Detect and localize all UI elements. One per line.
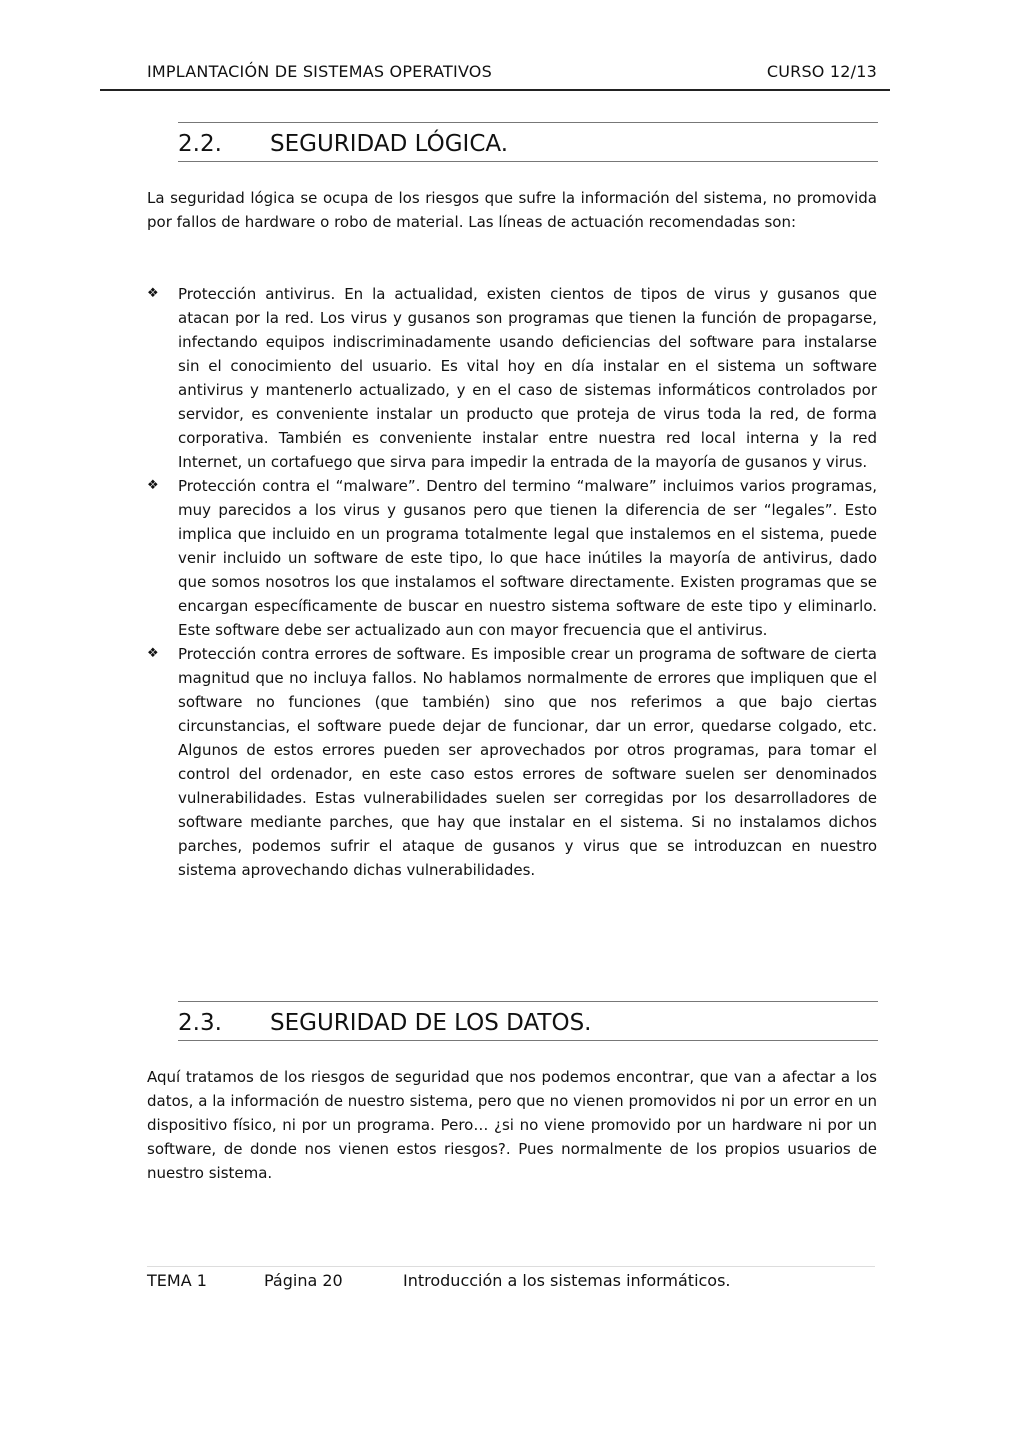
page-footer bbox=[147, 1270, 731, 1292]
footer-chapter-title: Introducción a los sistemas informáticos. bbox=[403, 1271, 731, 1290]
section-heading-2-2 bbox=[178, 122, 878, 162]
recommendation-list bbox=[147, 282, 877, 882]
footer-page-number: Página 20 bbox=[264, 1271, 343, 1290]
list-item bbox=[147, 642, 877, 882]
section-number: 2.3. bbox=[178, 1010, 222, 1036]
section-number: 2.2. bbox=[178, 131, 222, 157]
header-course-year: CURSO 12/13 bbox=[766, 62, 877, 81]
section-heading-2-3 bbox=[178, 1001, 878, 1041]
header-rule bbox=[100, 89, 890, 91]
footer-topic: TEMA 1 bbox=[147, 1271, 207, 1290]
diamond-bullet-icon: ❖ bbox=[147, 646, 159, 661]
page-header bbox=[147, 62, 877, 81]
list-item-text: Protección contra errores de software. Es imposible crear un programa de software de cierta magnitud que no incluya fallos. No hablamos normalmente de errores que impliquen que el software no funciones (que también) sino que nos referimos a que bajo ciertas circunstancias, el software puede dejar de funcionar, dar un error, quedarse colgado, etc. Algunos de estos errores pueden ser aprovechados por otros programas, para tomar el control del ordenador, en este caso estos errores de software suelen ser denominados vulnerabilidades. Estas vulnerabilidades suelen ser corregidas por los desarrolladores de software mediante parches, que hay que instalar en el sistema. Si no instalamos dichos parches, podemos sufrir el ataque de gusanos y virus que se introduzcan en nuestro sistema aprovechando dichas vulnerabilidades. bbox=[178, 645, 877, 879]
section-2-3-body: Aquí tratamos de los riesgos de seguridad que nos podemos encontrar, que van a afectar a los datos, a la información de nuestro sistema, pero que no vienen promovidos ni por un error en un dispositivo físico, ni por un programa. Pero… ¿si no viene promovido por un hardware ni por un software, de donde nos vienen estos riesgos?. Pues normalmente de los propios usuarios de nuestro sistema. bbox=[147, 1068, 877, 1182]
section-title: SEGURIDAD LÓGICA. bbox=[270, 131, 509, 157]
diamond-bullet-icon: ❖ bbox=[147, 478, 159, 493]
list-item bbox=[147, 282, 877, 474]
footer-rule bbox=[147, 1266, 875, 1267]
header-course-title: IMPLANTACIÓN DE SISTEMAS OPERATIVOS bbox=[147, 62, 492, 81]
list-item-text: Protección contra el “malware”. Dentro del termino “malware” incluimos varios programas, muy parecidos a los virus y gusanos pero que tienen la diferencia de ser “legales”. Esto implica que incluido en un programa totalmente legal que instalemos en el sistema, puede venir incluido un software de este tipo, lo que hace inútiles la mayoría de antivirus, dado que somos nosotros los que instalamos el software directamente. Existen programas que se encargan específicamente de buscar en nuestro sistema software de este tipo y eliminarlo. Este software debe ser actualizado aun con mayor frecuencia que el antivirus. bbox=[178, 477, 877, 639]
list-item bbox=[147, 474, 877, 642]
section-title: SEGURIDAD DE LOS DATOS. bbox=[270, 1010, 592, 1036]
diamond-bullet-icon: ❖ bbox=[147, 286, 159, 301]
section-2-2-intro: La seguridad lógica se ocupa de los riesgos que sufre la información del sistema, no promovida por fallos de hardware o robo de material. Las líneas de actuación recomendadas son: bbox=[147, 189, 877, 231]
list-item-text: Protección antivirus. En la actualidad, existen cientos de tipos de virus y gusanos que atacan por la red. Los virus y gusanos son programas que tienen la función de propagarse, infectando equipos indiscriminadamente usando deficiencias del software para instalarse sin el conocimiento del usuario. Es vital hoy en día instalar en el sistema un software antivirus y mantenerlo actualizado, y en el caso de sistemas informáticos controlados por servidor, es conveniente instalar un producto que proteja de virus toda la red, de forma corporativa. También es conveniente instalar entre nuestra red local interna y la red Internet, un cortafuego que sirva para impedir la entrada de la mayoría de gusanos y virus. bbox=[178, 285, 877, 471]
